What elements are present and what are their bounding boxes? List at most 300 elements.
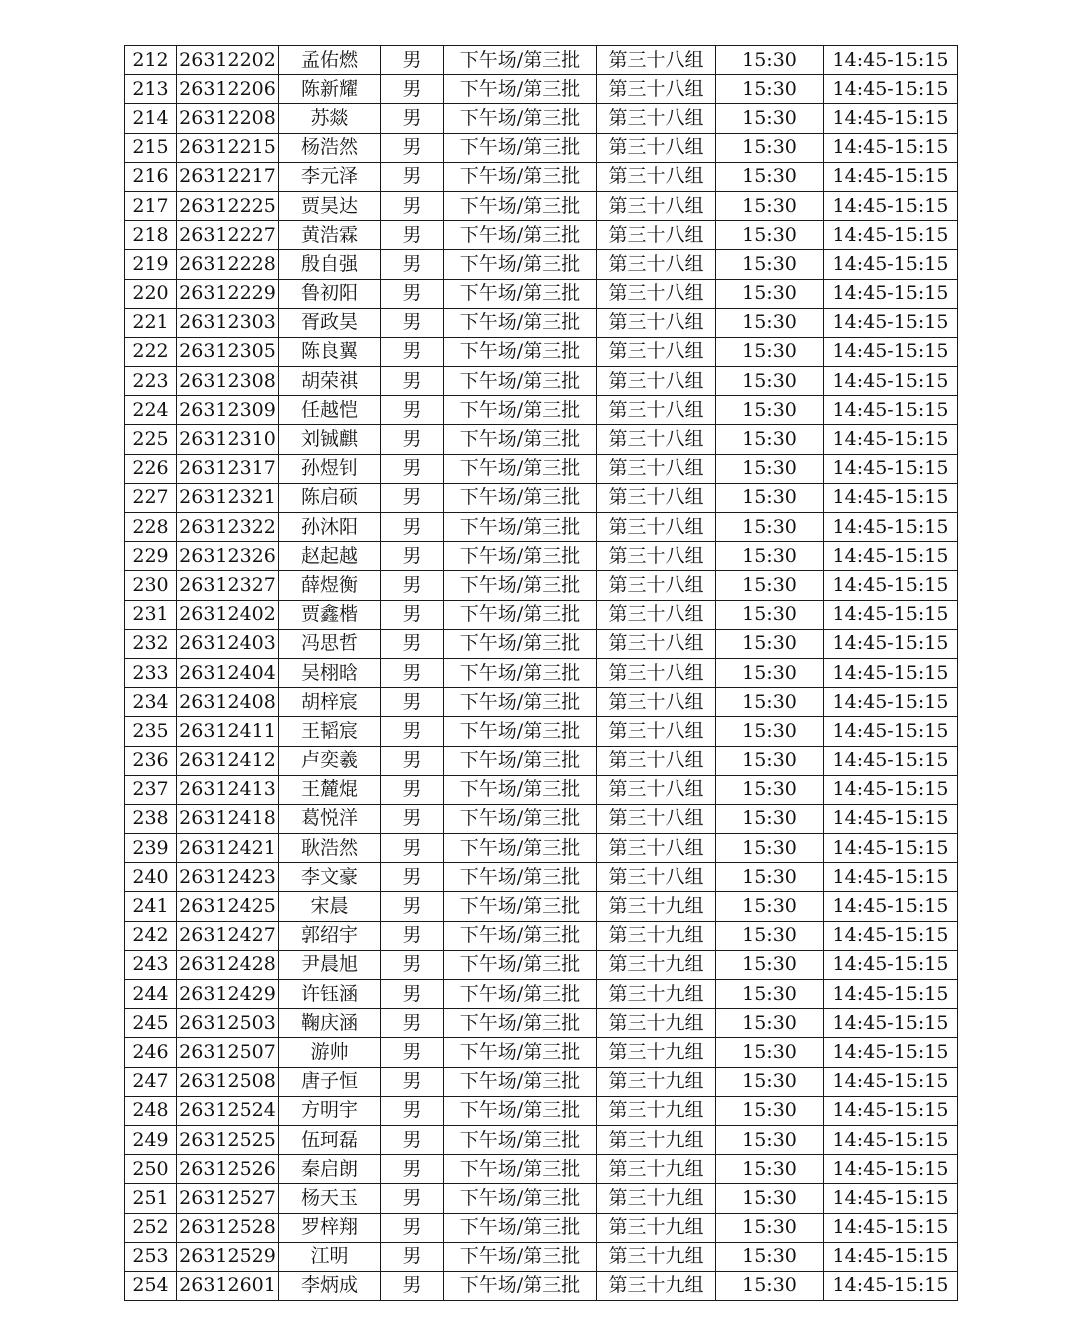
cell-time-window: 14:45-15:15	[824, 367, 958, 396]
cell-time-window: 14:45-15:15	[824, 863, 958, 892]
cell-seq: 249	[125, 1125, 177, 1154]
cell-name: 郭绍宇	[279, 921, 381, 950]
cell-gender: 男	[381, 834, 444, 863]
cell-group: 第三十九组	[597, 1038, 716, 1067]
cell-group: 第三十九组	[597, 1271, 716, 1300]
cell-student-id: 26312421	[177, 834, 279, 863]
roster-body	[125, 46, 958, 1301]
cell-name: 陈启硕	[279, 483, 381, 512]
cell-gender: 男	[381, 1067, 444, 1096]
cell-session: 下午场/第三批	[444, 717, 597, 746]
table-row	[125, 1271, 958, 1300]
cell-seq: 232	[125, 629, 177, 658]
cell-session: 下午场/第三批	[444, 571, 597, 600]
cell-seq: 234	[125, 688, 177, 717]
cell-time-window: 14:45-15:15	[824, 191, 958, 220]
cell-seq: 235	[125, 717, 177, 746]
cell-time-window: 14:45-15:15	[824, 250, 958, 279]
cell-gender: 男	[381, 1213, 444, 1242]
cell-time: 15:30	[716, 717, 824, 746]
cell-time-window: 14:45-15:15	[824, 892, 958, 921]
cell-time-window: 14:45-15:15	[824, 804, 958, 833]
cell-gender: 男	[381, 1038, 444, 1067]
cell-group: 第三十八组	[597, 746, 716, 775]
cell-seq: 250	[125, 1155, 177, 1184]
cell-session: 下午场/第三批	[444, 863, 597, 892]
table-row	[125, 1038, 958, 1067]
cell-session: 下午场/第三批	[444, 337, 597, 366]
cell-seq: 226	[125, 454, 177, 483]
cell-time: 15:30	[716, 1242, 824, 1271]
cell-gender: 男	[381, 191, 444, 220]
cell-time: 15:30	[716, 746, 824, 775]
cell-student-id: 26312528	[177, 1213, 279, 1242]
cell-student-id: 26312525	[177, 1125, 279, 1154]
cell-time-window: 14:45-15:15	[824, 542, 958, 571]
table-row	[125, 571, 958, 600]
cell-name: 王韬宸	[279, 717, 381, 746]
table-row	[125, 1125, 958, 1154]
cell-time: 15:30	[716, 1038, 824, 1067]
cell-gender: 男	[381, 513, 444, 542]
cell-student-id: 26312507	[177, 1038, 279, 1067]
cell-seq: 227	[125, 483, 177, 512]
cell-gender: 男	[381, 396, 444, 425]
table-row	[125, 1009, 958, 1038]
cell-name: 吴栩晗	[279, 658, 381, 687]
cell-name: 尹晨旭	[279, 950, 381, 979]
cell-time: 15:30	[716, 162, 824, 191]
cell-seq: 236	[125, 746, 177, 775]
cell-gender: 男	[381, 483, 444, 512]
cell-seq: 230	[125, 571, 177, 600]
cell-student-id: 26312529	[177, 1242, 279, 1271]
cell-group: 第三十九组	[597, 1125, 716, 1154]
cell-group: 第三十九组	[597, 921, 716, 950]
cell-session: 下午场/第三批	[444, 162, 597, 191]
cell-time: 15:30	[716, 688, 824, 717]
cell-session: 下午场/第三批	[444, 1184, 597, 1213]
cell-group: 第三十八组	[597, 571, 716, 600]
cell-name: 许钰涵	[279, 980, 381, 1009]
cell-time-window: 14:45-15:15	[824, 396, 958, 425]
cell-student-id: 26312526	[177, 1155, 279, 1184]
cell-time-window: 14:45-15:15	[824, 46, 958, 75]
cell-time: 15:30	[716, 629, 824, 658]
cell-time-window: 14:45-15:15	[824, 279, 958, 308]
table-row	[125, 104, 958, 133]
table-row	[125, 863, 958, 892]
cell-name: 李元泽	[279, 162, 381, 191]
cell-seq: 246	[125, 1038, 177, 1067]
cell-time: 15:30	[716, 1184, 824, 1213]
cell-group: 第三十八组	[597, 133, 716, 162]
cell-seq: 238	[125, 804, 177, 833]
cell-seq: 244	[125, 980, 177, 1009]
cell-gender: 男	[381, 1271, 444, 1300]
cell-time-window: 14:45-15:15	[824, 746, 958, 775]
cell-name: 赵起越	[279, 542, 381, 571]
cell-group: 第三十八组	[597, 104, 716, 133]
cell-name: 游帅	[279, 1038, 381, 1067]
cell-gender: 男	[381, 1242, 444, 1271]
cell-session: 下午场/第三批	[444, 1213, 597, 1242]
cell-session: 下午场/第三批	[444, 1009, 597, 1038]
cell-time: 15:30	[716, 367, 824, 396]
table-row	[125, 513, 958, 542]
cell-session: 下午场/第三批	[444, 921, 597, 950]
cell-student-id: 26312326	[177, 542, 279, 571]
cell-gender: 男	[381, 1155, 444, 1184]
cell-time-window: 14:45-15:15	[824, 688, 958, 717]
cell-time: 15:30	[716, 425, 824, 454]
table-row	[125, 688, 958, 717]
table-row	[125, 425, 958, 454]
cell-student-id: 26312322	[177, 513, 279, 542]
table-row	[125, 1213, 958, 1242]
cell-group: 第三十八组	[597, 775, 716, 804]
cell-name: 胡梓宸	[279, 688, 381, 717]
cell-student-id: 26312305	[177, 337, 279, 366]
cell-group: 第三十八组	[597, 191, 716, 220]
cell-time-window: 14:45-15:15	[824, 104, 958, 133]
cell-gender: 男	[381, 658, 444, 687]
cell-seq: 231	[125, 600, 177, 629]
cell-session: 下午场/第三批	[444, 658, 597, 687]
cell-name: 贾昊达	[279, 191, 381, 220]
cell-student-id: 26312228	[177, 250, 279, 279]
cell-time-window: 14:45-15:15	[824, 1213, 958, 1242]
cell-name: 李文豪	[279, 863, 381, 892]
cell-time: 15:30	[716, 834, 824, 863]
cell-student-id: 26312413	[177, 775, 279, 804]
cell-group: 第三十九组	[597, 980, 716, 1009]
cell-name: 杨天玉	[279, 1184, 381, 1213]
cell-name: 胡荣祺	[279, 367, 381, 396]
cell-seq: 214	[125, 104, 177, 133]
cell-gender: 男	[381, 717, 444, 746]
cell-time: 15:30	[716, 337, 824, 366]
cell-time-window: 14:45-15:15	[824, 454, 958, 483]
cell-time: 15:30	[716, 1155, 824, 1184]
cell-session: 下午场/第三批	[444, 104, 597, 133]
cell-gender: 男	[381, 279, 444, 308]
cell-group: 第三十八组	[597, 513, 716, 542]
table-row	[125, 600, 958, 629]
cell-name: 陈新耀	[279, 75, 381, 104]
cell-name: 宋晨	[279, 892, 381, 921]
cell-time-window: 14:45-15:15	[824, 308, 958, 337]
cell-student-id: 26312411	[177, 717, 279, 746]
cell-seq: 240	[125, 863, 177, 892]
cell-name: 耿浩然	[279, 834, 381, 863]
cell-student-id: 26312601	[177, 1271, 279, 1300]
cell-seq: 253	[125, 1242, 177, 1271]
cell-group: 第三十九组	[597, 950, 716, 979]
cell-student-id: 26312404	[177, 658, 279, 687]
cell-session: 下午场/第三批	[444, 1125, 597, 1154]
cell-student-id: 26312206	[177, 75, 279, 104]
cell-student-id: 26312217	[177, 162, 279, 191]
cell-session: 下午场/第三批	[444, 834, 597, 863]
table-row	[125, 921, 958, 950]
cell-student-id: 26312208	[177, 104, 279, 133]
cell-name: 江明	[279, 1242, 381, 1271]
table-row	[125, 46, 958, 75]
cell-name: 冯思哲	[279, 629, 381, 658]
cell-time-window: 14:45-15:15	[824, 133, 958, 162]
cell-student-id: 26312524	[177, 1096, 279, 1125]
cell-time-window: 14:45-15:15	[824, 658, 958, 687]
cell-time-window: 14:45-15:15	[824, 600, 958, 629]
table-row	[125, 950, 958, 979]
cell-time-window: 14:45-15:15	[824, 950, 958, 979]
cell-gender: 男	[381, 980, 444, 1009]
table-row	[125, 980, 958, 1009]
cell-time: 15:30	[716, 454, 824, 483]
cell-group: 第三十八组	[597, 46, 716, 75]
cell-session: 下午场/第三批	[444, 1067, 597, 1096]
cell-name: 方明宇	[279, 1096, 381, 1125]
cell-gender: 男	[381, 804, 444, 833]
table-row	[125, 396, 958, 425]
cell-session: 下午场/第三批	[444, 425, 597, 454]
cell-name: 杨浩然	[279, 133, 381, 162]
cell-session: 下午场/第三批	[444, 308, 597, 337]
cell-time-window: 14:45-15:15	[824, 834, 958, 863]
cell-seq: 241	[125, 892, 177, 921]
cell-name: 孙煜钊	[279, 454, 381, 483]
cell-session: 下午场/第三批	[444, 367, 597, 396]
cell-seq: 239	[125, 834, 177, 863]
cell-group: 第三十八组	[597, 337, 716, 366]
cell-name: 秦启朗	[279, 1155, 381, 1184]
cell-group: 第三十八组	[597, 717, 716, 746]
cell-group: 第三十八组	[597, 629, 716, 658]
cell-name: 陈良翼	[279, 337, 381, 366]
cell-time: 15:30	[716, 308, 824, 337]
table-row	[125, 162, 958, 191]
cell-name: 伍珂磊	[279, 1125, 381, 1154]
cell-group: 第三十九组	[597, 1184, 716, 1213]
cell-session: 下午场/第三批	[444, 892, 597, 921]
cell-student-id: 26312503	[177, 1009, 279, 1038]
cell-seq: 248	[125, 1096, 177, 1125]
cell-name: 鞠庆涵	[279, 1009, 381, 1038]
cell-session: 下午场/第三批	[444, 513, 597, 542]
cell-group: 第三十八组	[597, 221, 716, 250]
cell-group: 第三十九组	[597, 1009, 716, 1038]
cell-student-id: 26312310	[177, 425, 279, 454]
cell-group: 第三十八组	[597, 162, 716, 191]
table-row	[125, 75, 958, 104]
cell-time-window: 14:45-15:15	[824, 75, 958, 104]
cell-time: 15:30	[716, 804, 824, 833]
table-row	[125, 367, 958, 396]
table-row	[125, 221, 958, 250]
cell-time: 15:30	[716, 104, 824, 133]
cell-seq: 216	[125, 162, 177, 191]
cell-time: 15:30	[716, 1096, 824, 1125]
cell-gender: 男	[381, 542, 444, 571]
cell-group: 第三十八组	[597, 863, 716, 892]
cell-session: 下午场/第三批	[444, 191, 597, 220]
cell-group: 第三十九组	[597, 892, 716, 921]
cell-time-window: 14:45-15:15	[824, 1096, 958, 1125]
table-row	[125, 1155, 958, 1184]
cell-gender: 男	[381, 775, 444, 804]
cell-group: 第三十八组	[597, 367, 716, 396]
cell-gender: 男	[381, 921, 444, 950]
cell-time: 15:30	[716, 542, 824, 571]
cell-gender: 男	[381, 454, 444, 483]
cell-student-id: 26312309	[177, 396, 279, 425]
table-row	[125, 133, 958, 162]
cell-group: 第三十八组	[597, 279, 716, 308]
cell-student-id: 26312303	[177, 308, 279, 337]
table-row	[125, 1184, 958, 1213]
cell-seq: 218	[125, 221, 177, 250]
cell-gender: 男	[381, 133, 444, 162]
cell-gender: 男	[381, 600, 444, 629]
cell-time: 15:30	[716, 600, 824, 629]
cell-session: 下午场/第三批	[444, 1271, 597, 1300]
cell-seq: 247	[125, 1067, 177, 1096]
cell-seq: 254	[125, 1271, 177, 1300]
cell-seq: 224	[125, 396, 177, 425]
table-row	[125, 834, 958, 863]
cell-seq: 228	[125, 513, 177, 542]
cell-seq: 215	[125, 133, 177, 162]
cell-gender: 男	[381, 162, 444, 191]
cell-group: 第三十九组	[597, 1096, 716, 1125]
cell-time: 15:30	[716, 221, 824, 250]
cell-session: 下午场/第三批	[444, 1096, 597, 1125]
cell-group: 第三十八组	[597, 804, 716, 833]
cell-time: 15:30	[716, 863, 824, 892]
cell-time: 15:30	[716, 513, 824, 542]
cell-time: 15:30	[716, 396, 824, 425]
table-row	[125, 717, 958, 746]
cell-group: 第三十八组	[597, 688, 716, 717]
cell-time-window: 14:45-15:15	[824, 775, 958, 804]
cell-group: 第三十八组	[597, 658, 716, 687]
cell-group: 第三十八组	[597, 75, 716, 104]
cell-group: 第三十八组	[597, 250, 716, 279]
cell-session: 下午场/第三批	[444, 1155, 597, 1184]
cell-student-id: 26312402	[177, 600, 279, 629]
cell-name: 鲁初阳	[279, 279, 381, 308]
cell-session: 下午场/第三批	[444, 483, 597, 512]
cell-name: 唐子恒	[279, 1067, 381, 1096]
table-row	[125, 454, 958, 483]
cell-seq: 225	[125, 425, 177, 454]
cell-seq: 251	[125, 1184, 177, 1213]
table-row	[125, 775, 958, 804]
cell-time: 15:30	[716, 1067, 824, 1096]
cell-session: 下午场/第三批	[444, 600, 597, 629]
cell-seq: 229	[125, 542, 177, 571]
cell-session: 下午场/第三批	[444, 629, 597, 658]
cell-time: 15:30	[716, 1125, 824, 1154]
cell-name: 任越恺	[279, 396, 381, 425]
cell-time-window: 14:45-15:15	[824, 221, 958, 250]
cell-session: 下午场/第三批	[444, 804, 597, 833]
cell-student-id: 26312527	[177, 1184, 279, 1213]
cell-session: 下午场/第三批	[444, 396, 597, 425]
cell-time-window: 14:45-15:15	[824, 717, 958, 746]
cell-time: 15:30	[716, 892, 824, 921]
cell-gender: 男	[381, 892, 444, 921]
cell-time-window: 14:45-15:15	[824, 1067, 958, 1096]
cell-seq: 217	[125, 191, 177, 220]
table-row	[125, 1067, 958, 1096]
cell-gender: 男	[381, 104, 444, 133]
cell-student-id: 26312428	[177, 950, 279, 979]
cell-gender: 男	[381, 1009, 444, 1038]
cell-session: 下午场/第三批	[444, 75, 597, 104]
cell-gender: 男	[381, 950, 444, 979]
cell-student-id: 26312423	[177, 863, 279, 892]
cell-session: 下午场/第三批	[444, 1242, 597, 1271]
cell-group: 第三十八组	[597, 454, 716, 483]
cell-time-window: 14:45-15:15	[824, 337, 958, 366]
cell-gender: 男	[381, 1096, 444, 1125]
cell-seq: 243	[125, 950, 177, 979]
cell-seq: 252	[125, 1213, 177, 1242]
cell-seq: 237	[125, 775, 177, 804]
cell-student-id: 26312317	[177, 454, 279, 483]
cell-group: 第三十八组	[597, 834, 716, 863]
table-row	[125, 658, 958, 687]
cell-seq: 223	[125, 367, 177, 396]
cell-group: 第三十九组	[597, 1213, 716, 1242]
table-row	[125, 1096, 958, 1125]
cell-seq: 220	[125, 279, 177, 308]
table-row	[125, 629, 958, 658]
cell-name: 孙沐阳	[279, 513, 381, 542]
cell-time: 15:30	[716, 571, 824, 600]
cell-name: 贾鑫楷	[279, 600, 381, 629]
cell-time: 15:30	[716, 980, 824, 1009]
cell-gender: 男	[381, 571, 444, 600]
cell-time: 15:30	[716, 46, 824, 75]
cell-name: 王麓焜	[279, 775, 381, 804]
cell-group: 第三十九组	[597, 1067, 716, 1096]
cell-name: 葛悦洋	[279, 804, 381, 833]
table-row	[125, 542, 958, 571]
cell-time: 15:30	[716, 1009, 824, 1038]
cell-student-id: 26312508	[177, 1067, 279, 1096]
cell-time-window: 14:45-15:15	[824, 483, 958, 512]
cell-session: 下午场/第三批	[444, 688, 597, 717]
cell-gender: 男	[381, 629, 444, 658]
cell-seq: 242	[125, 921, 177, 950]
table-row	[125, 1242, 958, 1271]
cell-student-id: 26312425	[177, 892, 279, 921]
cell-gender: 男	[381, 1125, 444, 1154]
cell-session: 下午场/第三批	[444, 250, 597, 279]
cell-session: 下午场/第三批	[444, 279, 597, 308]
cell-time: 15:30	[716, 279, 824, 308]
table-row	[125, 483, 958, 512]
cell-name: 罗梓翔	[279, 1213, 381, 1242]
cell-gender: 男	[381, 688, 444, 717]
cell-name: 殷自强	[279, 250, 381, 279]
roster-table	[124, 45, 958, 1301]
cell-student-id: 26312227	[177, 221, 279, 250]
cell-time: 15:30	[716, 133, 824, 162]
